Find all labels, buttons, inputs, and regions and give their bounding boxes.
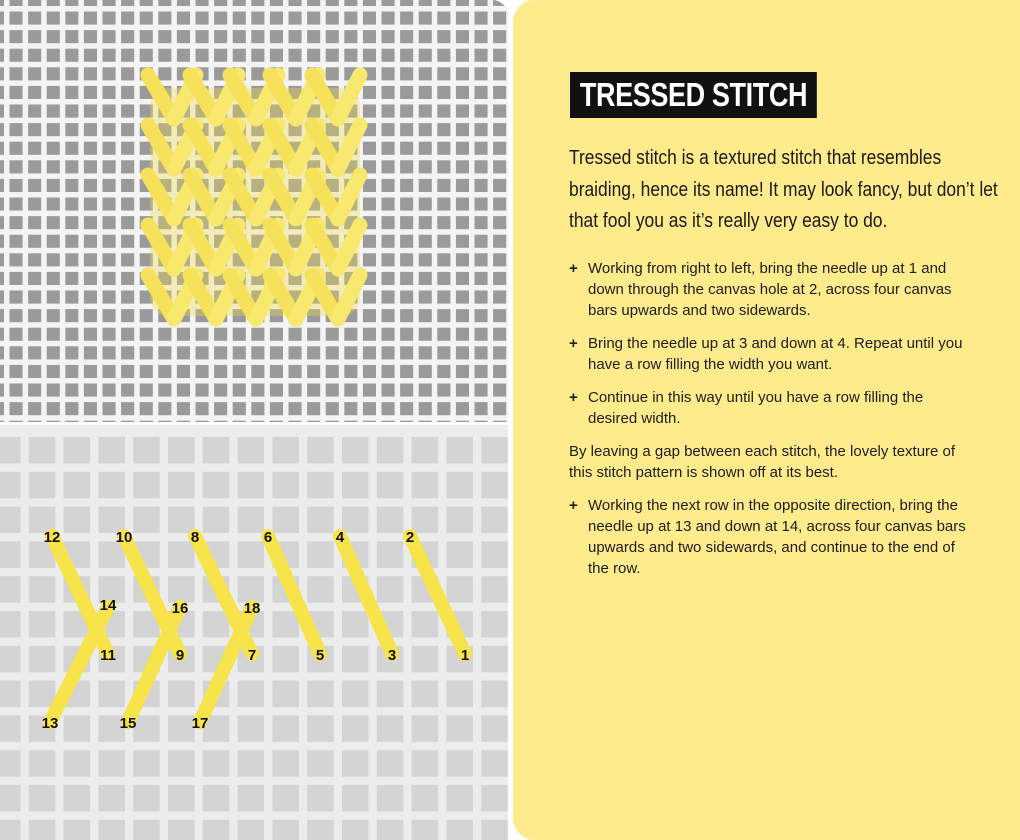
- grid-square: [133, 715, 160, 742]
- grid-square: [377, 541, 404, 568]
- grid-square: [0, 715, 21, 742]
- grid-square: [307, 715, 334, 742]
- grid-square: [29, 472, 56, 499]
- intro-paragraph: Tressed stitch is a textured stitch that resembles braiding, hence its name! It may look fancy, but don’t let that fool you as it’s really very easy to do.: [569, 146, 998, 232]
- grid-square: [377, 576, 404, 603]
- grid-square: [238, 541, 265, 568]
- grid-square: [342, 681, 369, 708]
- diagram-number-label: 13: [41, 715, 59, 732]
- grid-square: [377, 507, 404, 533]
- grid-square: [133, 750, 160, 777]
- grid-square: [238, 681, 265, 708]
- grid-square: [168, 472, 195, 499]
- grid-square: [203, 750, 230, 777]
- grid-square: [342, 750, 369, 777]
- diagram-number-label: 9: [175, 647, 185, 664]
- step-text: Working from right to left, bring the needle up at 1 and down through the canvas hole at 2, across four canvas bars upwards and two sidewards.: [588, 260, 952, 319]
- grid-square: [98, 472, 125, 499]
- grid-square: [481, 681, 508, 708]
- diagram-number-label: 5: [315, 647, 325, 664]
- step-text: Bring the needle up at 3 and down at 4. Repeat until you have a row filling the width you want.: [588, 335, 963, 373]
- grid-square: [29, 681, 56, 708]
- grid-square: [29, 437, 56, 464]
- step-text: Continue in this way until you have a row filling the desired width.: [588, 389, 924, 427]
- grid-square: [342, 785, 369, 812]
- canvas-bar: [0, 359, 508, 365]
- grid-square: [64, 472, 91, 499]
- grid-square: [238, 820, 265, 840]
- gap-paragraph: By leaving a gap between each stitch, the lovely texture of this stitch pattern is shown off at its best.: [569, 443, 956, 481]
- diagram-number-label: 3: [387, 647, 397, 664]
- grid-square: [272, 611, 299, 638]
- grid-square: [272, 507, 299, 533]
- grid-square: [98, 437, 125, 464]
- canvas-bar: [0, 397, 508, 403]
- grid-square: [0, 611, 21, 638]
- grid-square: [64, 437, 91, 464]
- grid-square: [168, 681, 195, 708]
- grid-square: [446, 820, 473, 840]
- grid-square: [446, 576, 473, 603]
- steps-list: [569, 258, 969, 429]
- grid-square: [0, 681, 21, 708]
- diagram-number-label: 2: [405, 529, 415, 546]
- grid-square: [0, 750, 21, 777]
- grid-square: [307, 681, 334, 708]
- grid-square: [238, 437, 265, 464]
- grid-square: [481, 472, 508, 499]
- grid-square: [133, 785, 160, 812]
- grid-square: [0, 646, 21, 673]
- diagram-number-label: 7: [247, 647, 257, 664]
- grid-square: [168, 785, 195, 812]
- grid-square: [481, 820, 508, 840]
- grid-square: [272, 820, 299, 840]
- canvas-bar: [0, 6, 508, 12]
- grid-square: [133, 820, 160, 840]
- stitch-photo: [0, 0, 508, 422]
- canvas-bar: [0, 415, 508, 421]
- grid-square: [272, 472, 299, 499]
- grid-square: [307, 576, 334, 603]
- grid-square: [342, 472, 369, 499]
- grid-square: [133, 472, 160, 499]
- grid-square: [133, 437, 160, 464]
- grid-square: [446, 437, 473, 464]
- grid-square: [168, 437, 195, 464]
- diagram-number-label: 8: [190, 529, 200, 546]
- canvas-bar: [0, 25, 508, 31]
- canvas-bar: [0, 43, 508, 49]
- grid-square: [307, 507, 334, 533]
- canvas-bar: [0, 80, 508, 86]
- grid-square: [203, 611, 230, 638]
- instructions: [569, 258, 969, 591]
- canvas-bar: [0, 378, 508, 384]
- grid-square: [0, 785, 21, 812]
- diagram-number-label: 17: [191, 715, 209, 732]
- grid-square: [481, 541, 508, 568]
- grid-square: [307, 785, 334, 812]
- grid-square: [342, 715, 369, 742]
- step-item: [569, 258, 969, 321]
- grid-square: [446, 541, 473, 568]
- grid-square: [98, 750, 125, 777]
- grid-square: [307, 541, 334, 568]
- grid-square: [481, 750, 508, 777]
- steps-list-2: [569, 495, 969, 579]
- grid-square: [272, 750, 299, 777]
- grid-square: [412, 715, 439, 742]
- grid-square: [238, 507, 265, 533]
- grid-square: [412, 750, 439, 777]
- grid-square: [481, 785, 508, 812]
- grid-square: [412, 681, 439, 708]
- diagram-number-label: 15: [119, 715, 137, 732]
- grid-square: [307, 820, 334, 840]
- grid-square: [377, 785, 404, 812]
- grid-square: [377, 715, 404, 742]
- diagram-number-label: 6: [263, 529, 273, 546]
- stitch-diagram: [0, 425, 508, 840]
- grid-square: [481, 507, 508, 533]
- plus-bullet-icon: +: [569, 389, 578, 406]
- grid-square: [238, 750, 265, 777]
- grid-square: [307, 472, 334, 499]
- grid-square: [0, 507, 21, 533]
- grid-square: [0, 541, 21, 568]
- step-text: Working the next row in the opposite direction, bring the needle up at 13 and down at 14, across four canvas bars upwards and two sidewards, and continue to the end of the row.: [588, 497, 966, 577]
- grid-square: [446, 507, 473, 533]
- grid-square: [203, 472, 230, 499]
- grid-square: [168, 820, 195, 840]
- grid-square: [0, 820, 21, 840]
- grid-square: [0, 576, 21, 603]
- grid-square: [168, 576, 195, 603]
- grid-square: [98, 681, 125, 708]
- grid-square: [0, 472, 21, 499]
- grid-square: [29, 750, 56, 777]
- grid-square: [64, 507, 91, 533]
- grid-square: [203, 785, 230, 812]
- grid-square: [377, 750, 404, 777]
- grid-square: [481, 576, 508, 603]
- grid-square: [377, 820, 404, 840]
- grid-square: [272, 715, 299, 742]
- diagram-number-label: 16: [171, 600, 189, 617]
- grid-square: [481, 437, 508, 464]
- grid-square: [307, 750, 334, 777]
- intro-text: [569, 142, 998, 237]
- diagram-number-label: 10: [115, 529, 133, 546]
- grid-square: [133, 507, 160, 533]
- grid-square: [446, 472, 473, 499]
- grid-square: [238, 472, 265, 499]
- grid-square: [98, 820, 125, 840]
- grid-square: [0, 437, 21, 464]
- grid-square: [272, 785, 299, 812]
- grid-square: [307, 437, 334, 464]
- grid-square: [238, 785, 265, 812]
- grid-square: [238, 576, 265, 603]
- grid-square: [412, 472, 439, 499]
- grid-square: [412, 507, 439, 533]
- grid-square: [29, 785, 56, 812]
- diagram-number-label: 14: [99, 597, 117, 614]
- grid-square: [342, 437, 369, 464]
- grid-square: [481, 646, 508, 673]
- grid-square: [203, 437, 230, 464]
- grid-square: [412, 785, 439, 812]
- grid-square: [29, 576, 56, 603]
- grid-square: [168, 750, 195, 777]
- grid-square: [342, 507, 369, 533]
- grid-square: [412, 646, 439, 673]
- grid-square: [446, 715, 473, 742]
- grid-square: [342, 820, 369, 840]
- grid-square: [481, 715, 508, 742]
- page-title: TRESSED STITCH: [570, 72, 817, 118]
- grid-square: [272, 646, 299, 673]
- grid-square: [412, 611, 439, 638]
- grid-square: [238, 715, 265, 742]
- diagram-number-label: 4: [335, 529, 345, 546]
- grid-square: [64, 715, 91, 742]
- grid-square: [446, 785, 473, 812]
- grid-square: [98, 785, 125, 812]
- grid-square: [377, 437, 404, 464]
- grid-square: [272, 681, 299, 708]
- grid-square: [272, 437, 299, 464]
- grid-square: [29, 611, 56, 638]
- grid-square: [29, 820, 56, 840]
- grid-square: [203, 507, 230, 533]
- step-item: [569, 495, 969, 579]
- canvas-bar: [0, 341, 508, 347]
- step-item: [569, 387, 969, 429]
- grid-square: [64, 750, 91, 777]
- grid-square: [481, 611, 508, 638]
- grid-square: [377, 472, 404, 499]
- grid-square: [342, 646, 369, 673]
- diagram-number-label: 11: [100, 647, 116, 664]
- grid-square: [412, 820, 439, 840]
- canvas-bar: [0, 62, 508, 68]
- grid-square: [342, 611, 369, 638]
- grid-square: [412, 437, 439, 464]
- plus-bullet-icon: +: [569, 260, 578, 277]
- grid-square: [64, 820, 91, 840]
- grid-square: [203, 820, 230, 840]
- plus-bullet-icon: +: [569, 335, 578, 352]
- grid-square: [446, 750, 473, 777]
- grid-square: [446, 681, 473, 708]
- grid-square: [377, 681, 404, 708]
- diagram-number-label: 1: [460, 647, 470, 664]
- grid-square: [168, 715, 195, 742]
- step-item: [569, 333, 969, 375]
- diagram-number-label: 12: [43, 529, 61, 546]
- grid-square: [64, 785, 91, 812]
- plus-bullet-icon: +: [569, 497, 578, 514]
- diagram-number-label: 18: [243, 600, 261, 617]
- grid-square: [29, 646, 56, 673]
